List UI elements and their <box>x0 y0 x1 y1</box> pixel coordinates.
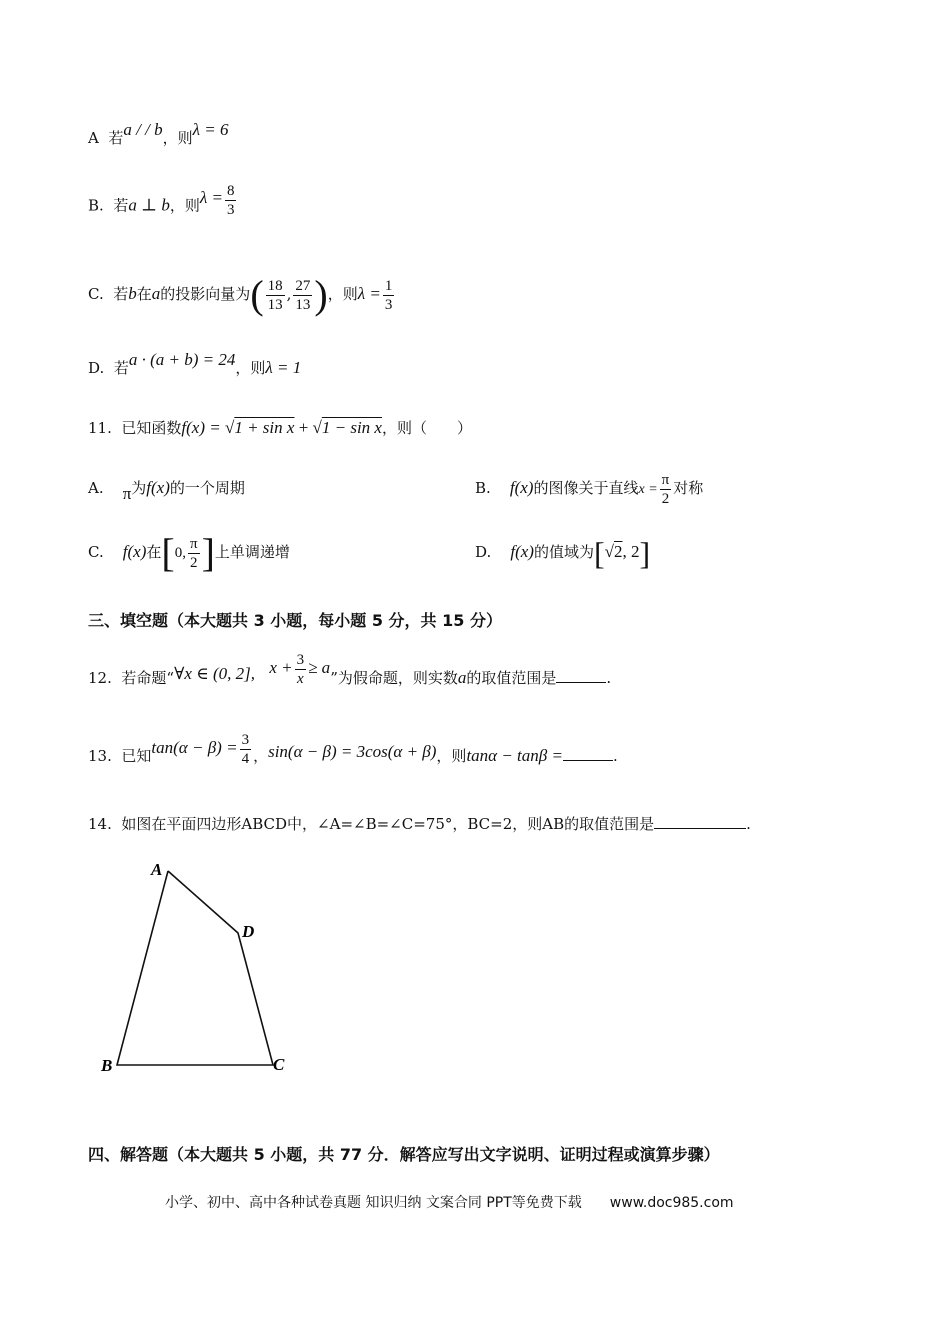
q12: 12. 若命题“∀x ∈ (0, 2], x + $\frac{3}{x}$ ≥ a”为假命题，则实数a的取值范围是 . <box>88 651 612 687</box>
fraction-pi-2-interval: $\frac{\pi}{2}$ <box>189 535 198 571</box>
footer-text: 小学、初中、高中各种试卷真题 知识归纳 文案合同 PPT等免费下载 <box>165 1195 582 1211</box>
fraction-27-13: $\frac{27}{13}$ <box>295 277 311 313</box>
page-footer <box>165 1192 734 1212</box>
quadrilateral-edges <box>117 871 273 1065</box>
q10-option-d: D. 若a · (a + b) = 24，则λ = 1 <box>88 350 302 377</box>
vertex-label-c: C <box>273 1055 285 1074</box>
vertex-label-a: A <box>151 860 163 879</box>
q14: 14. 如图在平面四边形ABCD中，∠A=∠B=∠C=75°，BC=2，则AB的取值范围是 . <box>88 815 751 833</box>
answer-blank[interactable] <box>556 668 606 683</box>
vertex-label-d: D <box>242 922 255 941</box>
q11-option-a: A. π为f(x)的一个周期 <box>88 478 245 503</box>
fraction-3-x: $\frac{3}{x}$ <box>296 651 305 687</box>
q11-option-b: B. f(x)的图像关于直线x = $\frac{\pi}{2}$ 对称 <box>475 471 704 507</box>
answer-blank[interactable] <box>563 746 613 761</box>
q10-option-c: C. 若b在a的投影向量为( $\frac{18}{13}$ , $\frac{27}{13}$ )，则λ = $\frac{1}{3}$ <box>88 272 393 317</box>
fraction-18-13: $\frac{18}{13}$ <box>267 277 283 313</box>
fraction-3-4: $\frac{3}{4}$ <box>241 731 250 767</box>
quadrilateral-figure <box>95 855 305 1085</box>
q10-option-b: B. 若a ⊥ b，则λ = $\frac{8}{3}$ <box>88 183 235 218</box>
fraction-8-3: $\frac{8}{3}$ <box>226 183 235 218</box>
section-4-heading: 四、解答题（本大题共 5 小题，共 77 分．解答应写出文字说明、证明过程或演算步骤） <box>88 1145 720 1164</box>
q10-option-a: A 若a / / b，则λ = 6 <box>88 120 229 147</box>
q11-option-d: D. f(x)的值域为[√2, 2] <box>475 535 651 571</box>
q11-option-c: C. f(x)在[0, $\frac{\pi}{2}$ ]上单调递增 <box>88 530 290 575</box>
fraction-1-3: $\frac{1}{3}$ <box>384 277 393 313</box>
footer-url[interactable]: www.doc985.com <box>609 1195 734 1211</box>
answer-blank[interactable] <box>654 814 746 829</box>
q13: 13. 已知tan(α − β) = $\frac{3}{4}$ ，sin(α − β) = 3cos(α + β)，则tanα − tanβ = . <box>88 731 618 767</box>
fraction-pi-2: $\frac{\pi}{2}$ <box>661 471 670 507</box>
vertex-label-b: B <box>101 1056 113 1075</box>
section-3-heading: 三、填空题（本大题共 3 小题，每小题 5 分，共 15 分） <box>88 611 502 630</box>
q11-stem: 11. 已知函数f(x) = √1 + sin x + √1 − sin x，则（ ） <box>88 418 472 437</box>
